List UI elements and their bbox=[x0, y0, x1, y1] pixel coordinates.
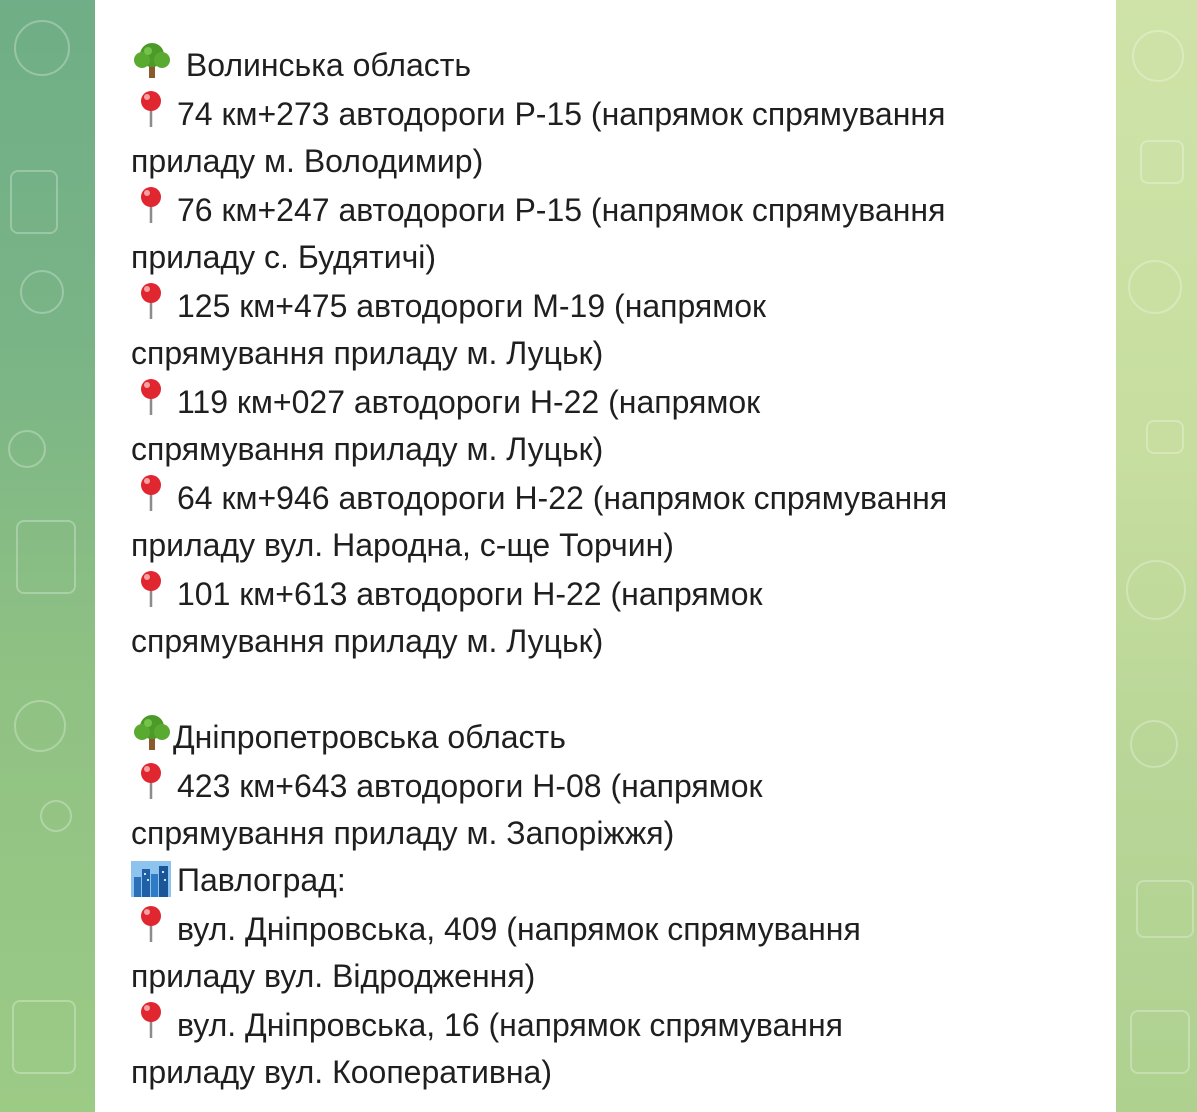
entry-line: приладу м. Володимир) bbox=[131, 143, 484, 179]
wallpaper-doodle bbox=[1132, 30, 1184, 82]
region-heading bbox=[131, 712, 1091, 761]
tree-icon bbox=[131, 40, 173, 80]
region-heading bbox=[131, 40, 1091, 89]
wallpaper-doodle bbox=[1128, 260, 1182, 314]
wallpaper-doodle bbox=[8, 430, 46, 468]
message-text bbox=[131, 40, 1091, 1096]
entry-line: приладу вул. Кооперативна) bbox=[131, 1054, 552, 1090]
entry-line: спрямування приладу м. Луцьк) bbox=[131, 431, 604, 467]
wallpaper-doodle bbox=[14, 20, 70, 76]
entry-line: вул. Дніпровська, 409 (напрямок спрямування bbox=[177, 911, 861, 947]
chat-wallpaper-left bbox=[0, 0, 95, 1112]
location-entry bbox=[131, 1000, 1091, 1096]
city-name: Павлоград: bbox=[177, 862, 346, 898]
wallpaper-doodle bbox=[1130, 720, 1178, 768]
round-pushpin-icon bbox=[131, 473, 173, 513]
round-pushpin-icon bbox=[131, 569, 173, 609]
entry-line: 76 км+247 автодороги Р-15 (напрямок спрямування bbox=[177, 192, 946, 228]
wallpaper-doodle bbox=[20, 270, 64, 314]
location-entry bbox=[131, 281, 1091, 377]
wallpaper-doodle bbox=[1126, 560, 1186, 620]
entry-line: спрямування приладу м. Запоріжжя) bbox=[131, 815, 675, 851]
entry-line: 423 км+643 автодороги Н-08 (напрямок bbox=[177, 768, 763, 804]
region-name: Волинська область bbox=[185, 47, 472, 83]
round-pushpin-icon bbox=[131, 761, 173, 801]
round-pushpin-icon bbox=[131, 904, 173, 944]
wallpaper-doodle bbox=[10, 170, 58, 234]
round-pushpin-icon bbox=[131, 89, 173, 129]
location-entry bbox=[131, 185, 1091, 281]
paragraph-gap bbox=[131, 665, 1091, 712]
entry-line: спрямування приладу м. Луцьк) bbox=[131, 335, 604, 371]
wallpaper-doodle bbox=[14, 700, 66, 752]
wallpaper-doodle bbox=[1130, 1010, 1190, 1074]
location-entry bbox=[131, 89, 1091, 185]
location-entry bbox=[131, 761, 1091, 857]
wallpaper-doodle bbox=[1140, 140, 1184, 184]
cityscape-icon bbox=[131, 861, 171, 897]
entry-line: вул. Дніпровська, 16 (напрямок спрямування bbox=[177, 1007, 843, 1043]
round-pushpin-icon bbox=[131, 185, 173, 225]
location-entry bbox=[131, 569, 1091, 665]
wallpaper-doodle bbox=[40, 800, 72, 832]
entry-line: приладу вул. Народна, с-ще Торчин) bbox=[131, 527, 674, 563]
location-entry bbox=[131, 473, 1091, 569]
entry-line: приладу с. Будятичі) bbox=[131, 239, 437, 275]
region-name: Дніпропетровська область bbox=[173, 719, 566, 755]
location-entry bbox=[131, 904, 1091, 1000]
round-pushpin-icon bbox=[131, 281, 173, 321]
wallpaper-doodle bbox=[1136, 880, 1194, 938]
round-pushpin-icon bbox=[131, 1000, 173, 1040]
entry-line: спрямування приладу м. Луцьк) bbox=[131, 623, 604, 659]
city-heading bbox=[131, 857, 1091, 904]
entry-line: 101 км+613 автодороги Н-22 (напрямок bbox=[177, 576, 763, 612]
entry-line: 125 км+475 автодороги М-19 (напрямок bbox=[177, 288, 767, 324]
round-pushpin-icon bbox=[131, 377, 173, 417]
wallpaper-doodle bbox=[1146, 420, 1184, 454]
location-entry bbox=[131, 377, 1091, 473]
chat-wallpaper-right bbox=[1116, 0, 1197, 1112]
tree-icon bbox=[131, 712, 173, 752]
wallpaper-doodle bbox=[12, 1000, 76, 1074]
message-bubble[interactable] bbox=[95, 0, 1116, 1112]
wallpaper-doodle bbox=[16, 520, 76, 594]
entry-line: приладу вул. Відродження) bbox=[131, 958, 536, 994]
entry-line: 74 км+273 автодороги Р-15 (напрямок спрямування bbox=[177, 96, 946, 132]
entry-line: 119 км+027 автодороги Н-22 (напрямок bbox=[177, 384, 761, 420]
entry-line: 64 км+946 автодороги Н-22 (напрямок спрямування bbox=[177, 480, 948, 516]
